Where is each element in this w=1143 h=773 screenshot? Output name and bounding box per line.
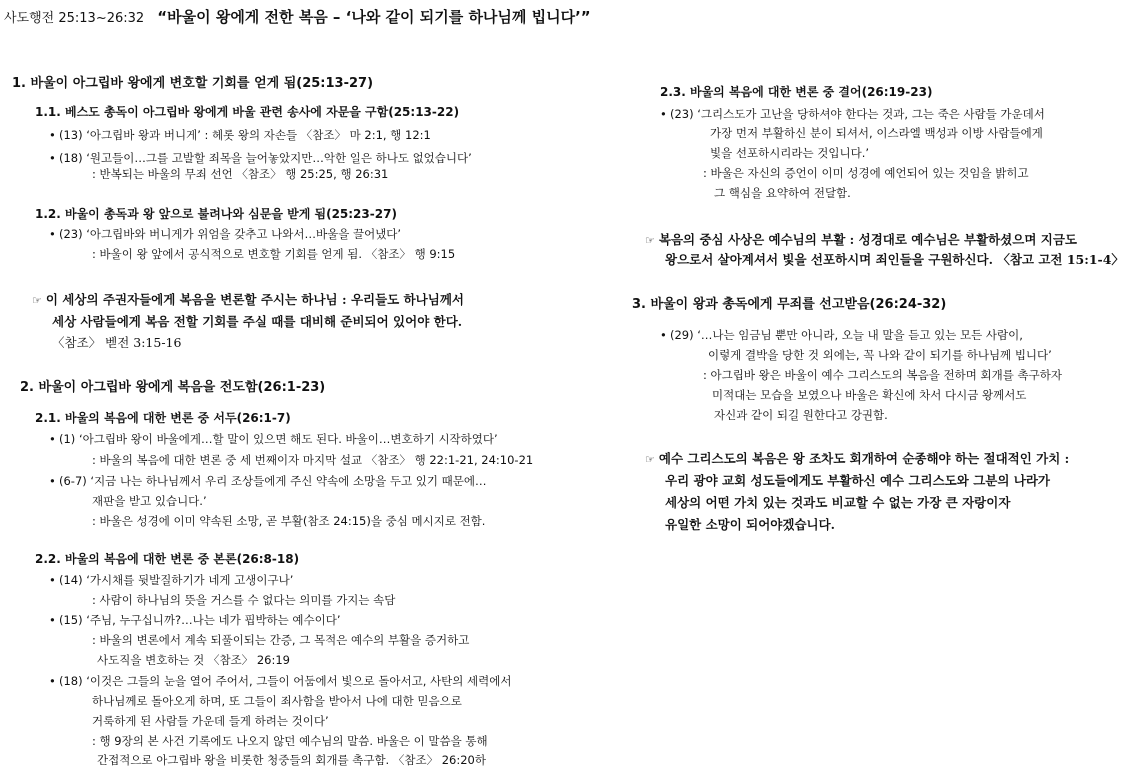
application-note-1-ref: 〈참조〉 벧전 3:15-16 xyxy=(52,335,182,350)
continuation-line: 이렇게 결박을 당한 것 외에는, 꼭 나와 같이 되기를 하나님께 빕니다’ xyxy=(708,348,1052,362)
application-note-2-line: 왕으로서 살아계셔서 빛을 선포하시며 죄인들을 구원하신다. 〈참고 고전 15:1-4〉 xyxy=(665,252,1124,267)
commentary-line: : 사람이 하나님의 뜻을 거스를 수 없다는 의미를 가지는 속담 xyxy=(92,593,396,607)
scripture-reference: 사도행전 25:13~26:32 xyxy=(4,11,145,26)
list-item: • (14) ‘가시채를 뒷발질하기가 네게 고생이구나’ xyxy=(49,573,294,587)
section-3-heading: 3. 바울이 왕과 총독에게 무죄를 선고받음(26:24-32) xyxy=(632,297,947,312)
application-note-3-line: 세상의 어떤 가치 있는 것과도 비교할 수 없는 가장 큰 자랑이자 xyxy=(665,495,1011,510)
application-note-1: ☞ 이 세상의 주권자들에게 복음을 변론할 주시는 하나님 : 우리들도 하나님께서 xyxy=(32,292,464,307)
continuation-line: 그 핵심을 요약하여 전달함. xyxy=(714,186,851,200)
continuation-line: 가장 먼저 부활하신 분이 되셔서, 이스라엘 백성과 이방 사람들에게 xyxy=(710,126,1043,140)
commentary-line: : 행 9장의 본 사건 기록에도 나오지 않던 예수님의 말씀. 바울은 이 말씀을 통해 xyxy=(92,734,488,748)
list-item: • (1) ‘아그립바 왕이 바울에게…할 말이 있으면 해도 된다. 바울이…변호하기 시작하였다’ xyxy=(49,432,498,446)
section-2-1-heading: 2.1. 바울의 복음에 대한 변론 중 서두(26:1-7) xyxy=(35,411,291,425)
page-header xyxy=(4,6,591,27)
application-note-3-line: 유일한 소망이 되어야겠습니다. xyxy=(665,517,836,532)
list-item: • (18) ‘원고들이…그를 고발할 죄목을 늘어놓았지만…악한 일은 하나도 없었습니다’ xyxy=(49,151,472,165)
sermon-title: “바울이 왕에게 전한 복음 – ‘나와 같이 되기를 하나님께 빕니다’” xyxy=(157,8,591,26)
continuation-line: 사도직을 변호하는 것 〈참조〉 26:19 xyxy=(97,653,290,667)
commentary-line: : 바울의 복음에 대한 변론 중 세 번째이자 마지막 설교 〈참조〉 행 22:1-21, 24:10-21 xyxy=(92,453,534,467)
pointing-hand-icon: ☞ xyxy=(645,234,655,247)
continuation-line: 미적대는 모습을 보였으나 바울은 확신에 차서 다시금 왕께서도 xyxy=(712,388,1027,402)
application-note-3-line: 우리 광야 교회 성도들에게도 부활하신 예수 그리스도와 그분의 나라가 xyxy=(665,473,1050,488)
list-item: • (23) ‘아그립바와 버니게가 위엄을 갖추고 나와서…바울을 끌어냈다’ xyxy=(49,227,402,241)
commentary-line: : 아그립바 왕은 바울이 예수 그리스도의 복음을 전하며 회개를 촉구하자 xyxy=(703,368,1062,382)
section-2-3-heading: 2.3. 바울의 복음에 대한 변론 중 결어(26:19-23) xyxy=(660,85,933,99)
commentary-line: : 바울의 변론에서 계속 되풀이되는 간증, 그 목적은 예수의 부활을 증거하고 xyxy=(92,633,470,647)
continuation-line: 하나님께로 돌아오게 하며, 또 그들이 죄사함을 받아서 나에 대한 믿음으로 xyxy=(92,694,462,708)
section-1-2-heading: 1.2. 바울이 총독과 왕 앞으로 불려나와 심문을 받게 됨(25:23-27) xyxy=(35,207,397,221)
section-2-heading: 2. 바울이 아그립바 왕에게 복음을 전도함(26:1-23) xyxy=(20,380,326,395)
list-item: • (29) ‘…나는 임금님 뿐만 아니라, 오늘 내 말을 듣고 있는 모든 사람이, xyxy=(660,328,1023,342)
commentary-line: : 바울이 왕 앞에서 공식적으로 변호할 기회를 얻게 됨. 〈참조〉 행 9:15 xyxy=(92,247,456,261)
section-2-2-heading: 2.2. 바울의 복음에 대한 변론 중 본론(26:8-18) xyxy=(35,552,300,566)
list-item: • (23) ‘그리스도가 고난을 당하셔야 한다는 것과, 그는 죽은 사람들 가운데서 xyxy=(660,107,1045,121)
commentary-line: : 바울은 자신의 증언이 이미 성경에 예언되어 있는 것임을 밝히고 xyxy=(703,166,1029,180)
pointing-hand-icon: ☞ xyxy=(32,294,42,307)
continuation-line: 빛을 선포하시리라는 것입니다.’ xyxy=(710,146,870,160)
commentary-line: : 바울은 성경에 이미 약속된 소망, 곧 부활(참조 24:15)을 중심 메시지로 전함. xyxy=(92,514,486,528)
continuation-line: 재판을 받고 있습니다.’ xyxy=(92,494,207,508)
pointing-hand-icon: ☞ xyxy=(645,453,655,466)
list-item: • (6-7) ‘지금 나는 하나님께서 우리 조상들에게 주신 약속에 소망을 두고 있기 때문에… xyxy=(49,474,487,488)
continuation-line: 자신과 같이 되길 원한다고 강권함. xyxy=(714,408,888,422)
section-1-1-heading: 1.1. 베스도 총독이 아그립바 왕에게 바울 관련 송사에 자문을 구함(25:13-22) xyxy=(35,105,460,119)
section-1-heading: 1. 바울이 아그립바 왕에게 변호할 기회를 얻게 됨(25:13-27) xyxy=(12,76,374,91)
continuation-line: 거룩하게 된 사람들 가운데 들게 하려는 것이다’ xyxy=(92,714,329,728)
list-item: • (15) ‘주님, 누구십니까?…나는 네가 핍박하는 예수이다’ xyxy=(49,613,341,627)
list-item: • (18) ‘이것은 그들의 눈을 열어 주어서, 그들이 어둠에서 빛으로 돌아서고, 사탄의 세력에서 xyxy=(49,674,512,688)
list-item: • (13) ‘아그립바 왕과 버니게’ : 헤롯 왕의 자손들 〈참조〉 마 2:1, 행 12:1 xyxy=(49,128,431,142)
commentary-line: : 반복되는 바울의 무죄 선언 〈참조〉 행 25:25, 행 26:31 xyxy=(92,167,389,181)
application-note-1-line: 세상 사람들에게 복음 전할 기회를 주실 때를 대비해 준비되어 있어야 한다. xyxy=(52,314,463,329)
application-note-3: ☞ 예수 그리스도의 복음은 왕 조차도 회개하여 순종해야 하는 절대적인 가치 : xyxy=(645,451,1070,466)
application-note-2: ☞ 복음의 중심 사상은 예수님의 부활 : 성경대로 예수님은 부활하셨으며 지금도 xyxy=(645,232,1077,247)
continuation-line: 간접적으로 아그립바 왕을 비롯한 청중들의 회개를 촉구함. 〈참조〉 26:20하 xyxy=(97,753,486,767)
